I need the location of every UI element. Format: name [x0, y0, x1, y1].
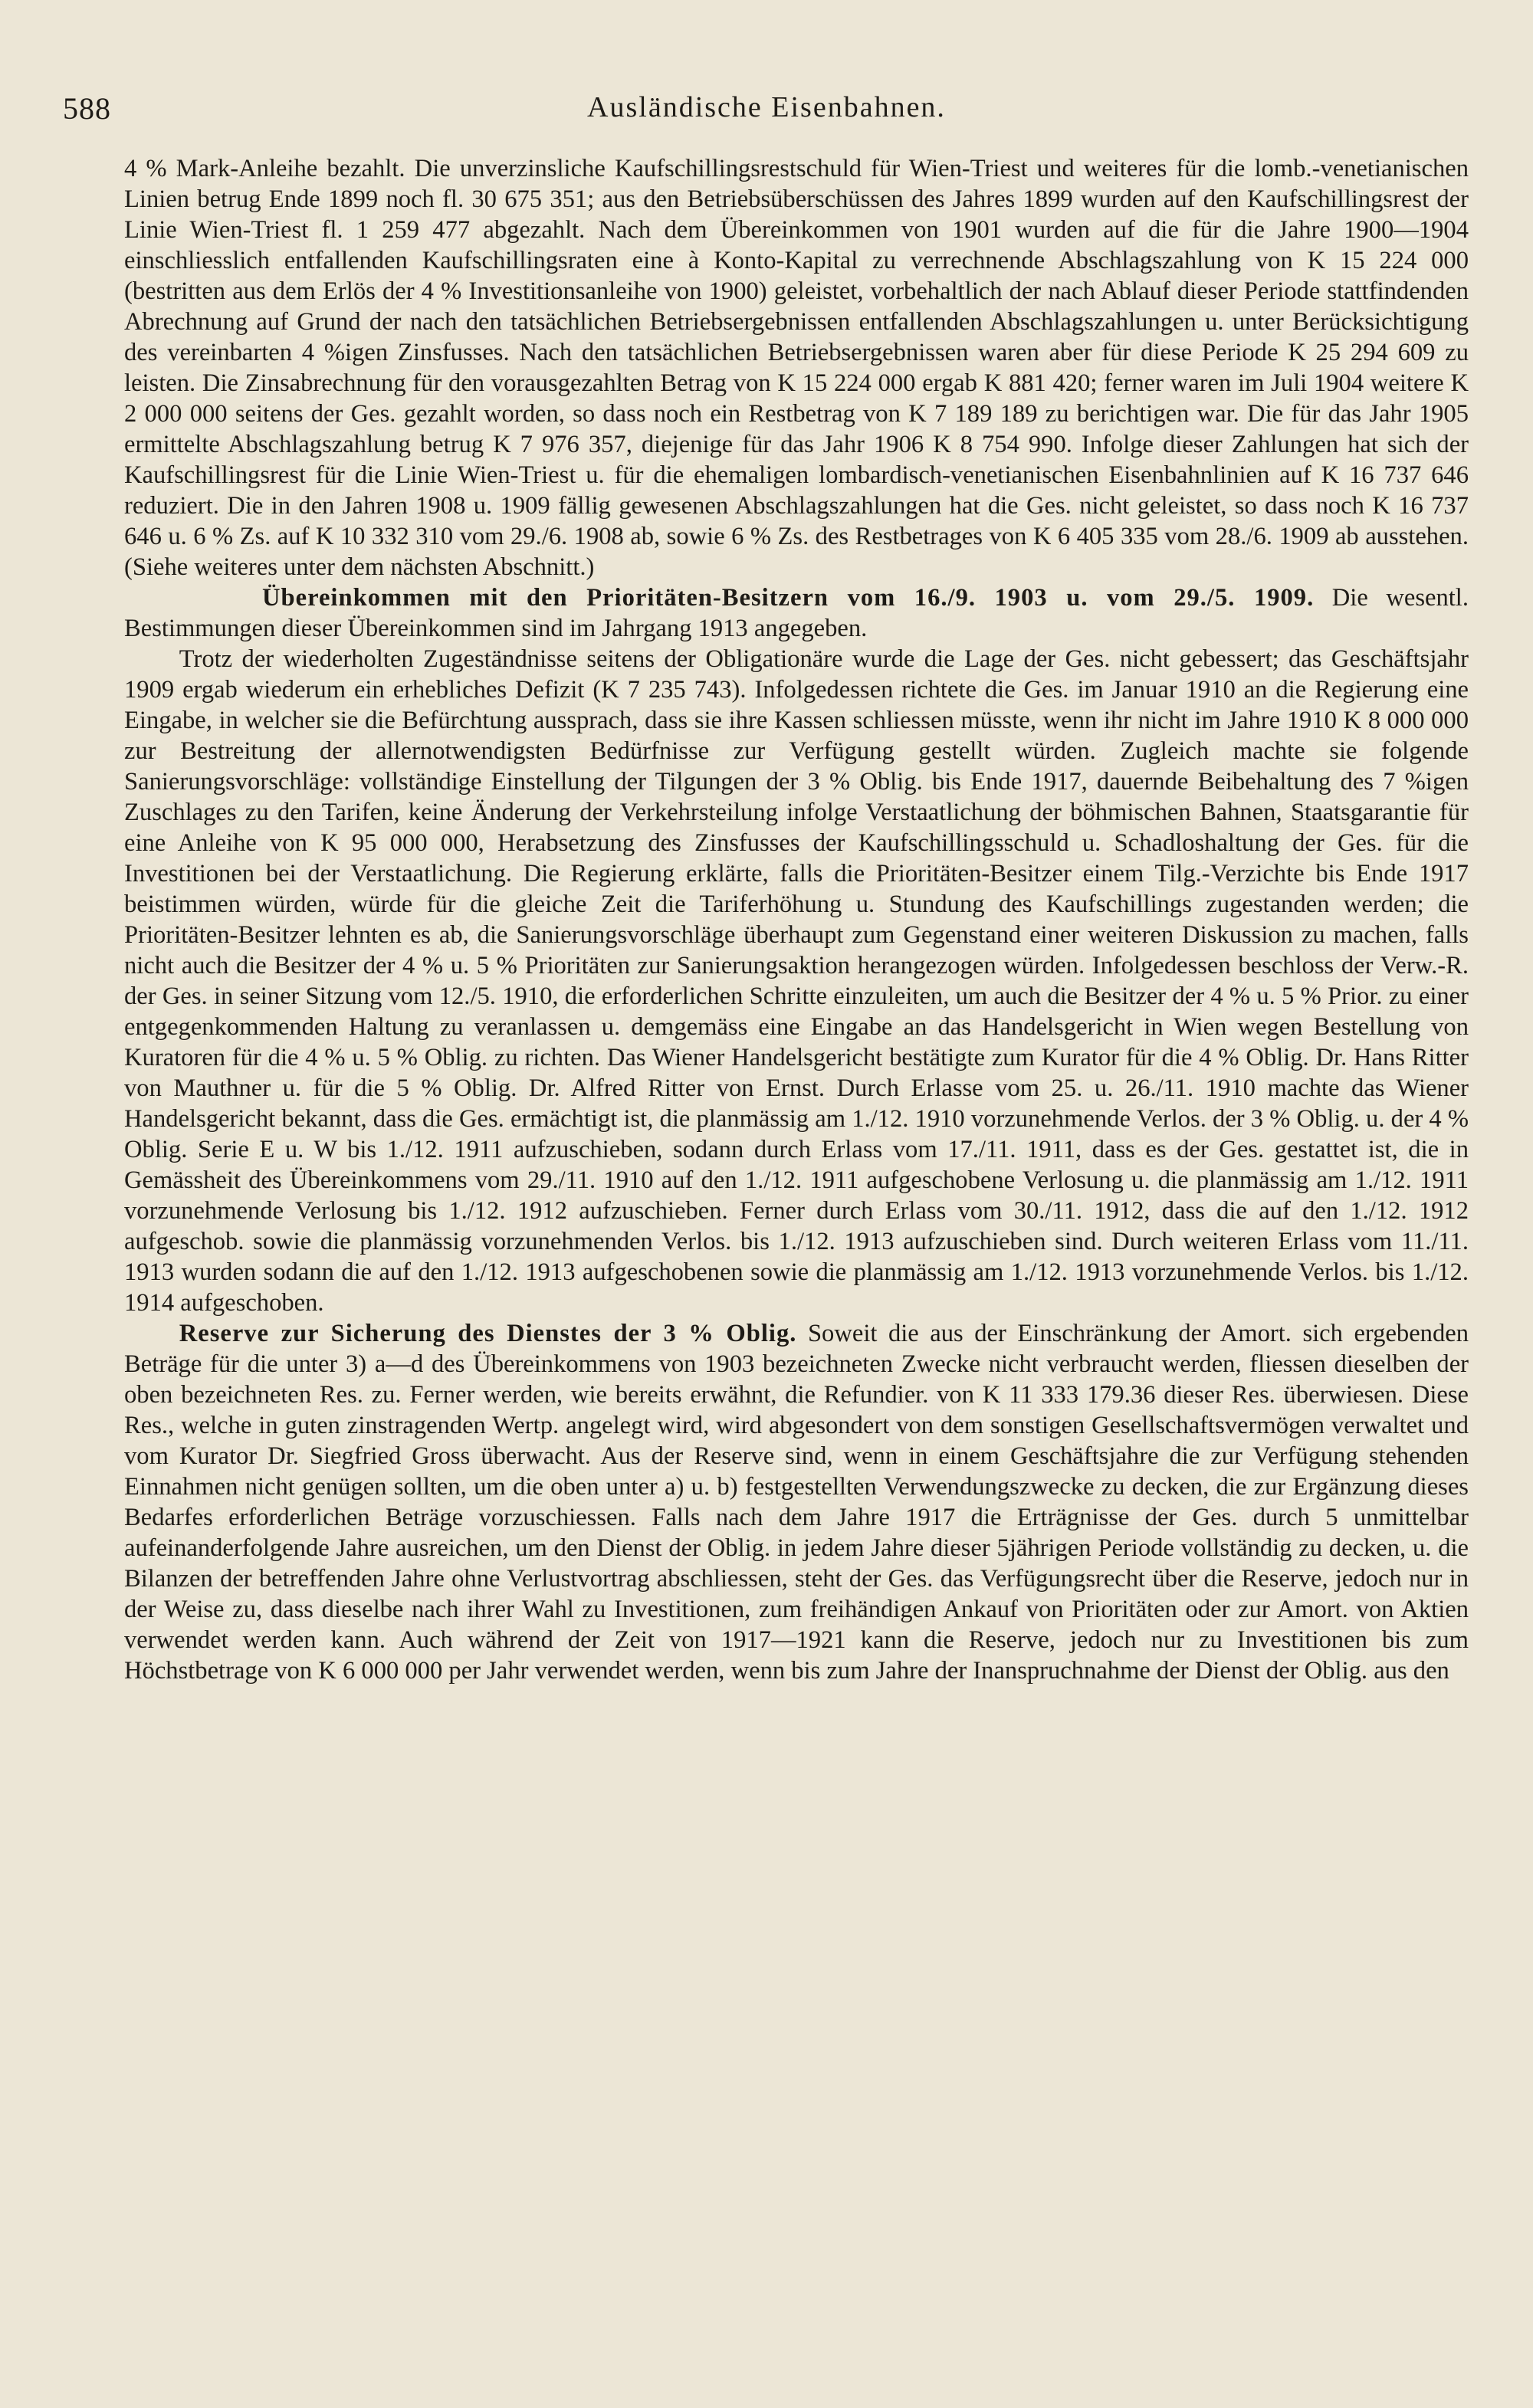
section-heading-reserve: Reserve zur Sicherung des Dienstes der 3 % Oblig.	[179, 1320, 797, 1347]
paragraph-uebereinkommen	[124, 582, 1469, 644]
paragraph-uebereinkommen-text: Die wesentl. Bestimmungen dieser Übereinkommen sind im Jahrgang 1913 angegeben.	[124, 584, 1469, 642]
running-title: Ausländische Eisenbahnen.	[587, 91, 946, 123]
section-heading-uebereinkommen: Übereinkommen mit den Prioritäten-Besitzern vom 16./9. 1903 u. vom 29./5. 1909.	[262, 584, 1315, 612]
paragraph-reserve-text: Soweit die aus der Einschränkung der Amort. sich ergebenden Beträge für die unter 3) a—d des Übereinkommens von 1903 bezeichneten Zwecke nicht verbraucht werden, fliessen dieselben der oben bezeichneten Res. zu. Ferner werden, wie bereits erwähnt, die Refundier. von K 11 333 179.36 dieser Res. überwiesen. Diese Res., welche in guten zinstragenden Wertp. angelegt wird, wird abgesondert von dem sonstigen Gesellschaftsvermögen verwaltet und vom Kurator Dr. Siegfried Gross überwacht. Aus der Reserve sind, wenn in einem Geschäftsjahre die zur Verfügung stehenden Einnahmen nicht genügen sollten, um die oben unter a) u. b) festgestellten Verwendungszwecke zu decken, die zur Ergänzung dieses Bedarfes erforderlichen Beträge vorzuschiessen. Falls nach dem Jahre 1917 die Erträgnisse der Ges. durch 5 unmittelbar aufeinanderfolgende Jahre ausreichen, um den Dienst der Oblig. in jedem Jahre dieser 5jährigen Periode vollständig zu decken, u. die Bilanzen der betreffenden Jahre ohne Verlustvortrag abschliessen, steht der Ges. das Verfügungsrecht über die Reserve, jedoch nur in der Weise zu, dass dieselbe nach ihrer Wahl zu Investitionen, zum freihändigen Ankauf von Prioritäten oder zur Amort. von Aktien verwendet werden kann. Auch während der Zeit von 1917—1921 kann die Reserve, jedoch nur zu Investitionen bis zum Höchstbetrage von K 6 000 000 per Jahr verwendet werden, wenn bis zum Jahre der Inanspruchnahme der Dienst der Oblig. aus den	[124, 1320, 1469, 1685]
page-number: 588	[63, 91, 111, 126]
paragraph-sanierung: Trotz der wiederholten Zugeständnisse seitens der Obligationäre wurde die Lage der Ges. nicht gebessert; das Geschäftsjahr 1909 ergab wiederum ein erhebliches Defizit (K 7 235 743). Infolgedessen richtete die Ges. im Januar 1910 an die Regierung eine Eingabe, in welcher sie die Befürchtung aussprach, dass sie ihre Kassen schliessen müsste, wenn ihr nicht im Jahre 1910 K 8 000 000 zur Bestreitung der allernotwendigsten Bedürfnisse zur Verfügung gestellt würden. Zugleich machte sie folgende Sanierungsvorschläge: vollständige Einstellung der Tilgungen der 3 % Oblig. bis Ende 1917, dauernde Beibehaltung des 7 %igen Zuschlages zu den Tarifen, keine Änderung der Verkehrsteilung infolge Verstaatlichung der böhmischen Bahnen, Staatsgarantie für eine Anleihe von K 95 000 000, Herabsetzung des Zinsfusses der Kaufschillingsschuld u. Schadloshaltung der Ges. für die Investitionen bei der Verstaatlichung. Die Regierung erklärte, falls die Prioritäten-Besitzer einem Tilg.-Verzichte bis Ende 1917 beistimmen würden, würde für die gleiche Zeit die Tariferhöhung u. Stundung des Kaufschillings zugestanden werden; die Prioritäten-Besitzer lehnten es ab, die Sanierungsvorschläge überhaupt zum Gegenstand einer weiteren Diskussion zu machen, falls nicht auch die Besitzer der 4 % u. 5 % Prioritäten zur Sanierungsaktion herangezogen würden. Infolgedessen beschloss der Verw.-R. der Ges. in seiner Sitzung vom 12./5. 1910, die erforderlichen Schritte einzuleiten, um auch die Besitzer der 4 % u. 5 % Prior. zu einer entgegenkommenden Haltung zu veranlassen u. demgemäss eine Eingabe an das Handelsgericht in Wien wegen Bestellung von Kuratoren für die 4 % u. 5 % Oblig. zu richten. Das Wiener Handelsgericht bestätigte zum Kurator für die 4 % Oblig. Dr. Hans Ritter von Mauthner u. für die 5 % Oblig. Dr. Alfred Ritter von Ernst. Durch Erlasse vom 25. u. 26./11. 1910 machte das Wiener Handelsgericht bekannt, dass die Ges. ermächtigt ist, die planmässig am 1./12. 1910 vorzunehmende Verlos. der 3 % Oblig. u. der 4 % Oblig. Serie E u. W bis 1./12. 1911 aufzuschieben, sodann durch Erlass vom 17./11. 1911, dass es der Ges. gestattet ist, die in Gemässheit des Übereinkommens vom 29./11. 1910 auf den 1./12. 1911 aufgeschobene Verlosung u. die planmässig am 1./12. 1911 vorzunehmende Verlosung bis 1./12. 1912 aufzuschieben. Ferner durch Erlass vom 30./11. 1912, dass die auf den 1./12. 1912 aufgeschob. sowie die planmässig vorzunehmenden Verlos. bis 1./12. 1913 aufzuschieben sind. Durch weiteren Erlass vom 11./11. 1913 wurden sodann die auf den 1./12. 1913 aufgeschobenen sowie die planmässig am 1./12. 1913 vorzunehmende Verlos. bis 1./12. 1914 aufgeschoben.	[124, 645, 1469, 1317]
paragraph-reserve	[124, 1318, 1469, 1686]
main-text	[124, 153, 1469, 1686]
paragraph-kaufschilling: 4 % Mark-Anleihe bezahlt. Die unverzinsliche Kaufschillingsrestschuld für Wien-Triest und weiteres für die lomb.-venetianischen Linien betrug Ende 1899 noch fl. 30 675 351; aus den Betriebsüberschüssen des Jahres 1899 wurden auf den Kaufschillingsrest der Linie Wien-Triest fl. 1 259 477 abgezahlt. Nach dem Übereinkommen von 1901 wurden auf die für die Jahre 1900—1904 einschliesslich entfallenden Kaufschillingsraten eine à Konto-Kapital zu verrechnende Abschlagszahlung von K 15 224 000 (bestritten aus dem Erlös der 4 % Investitionsanleihe von 1900) geleistet, vorbehaltlich der nach Ablauf dieser Periode stattfindenden Abrechnung auf Grund der nach den tatsächlichen Betriebsergebnissen entfallenden Abschlagszahlungen u. unter Berücksichtigung des vereinbarten 4 %igen Zinsfusses. Nach den tatsächlichen Betriebsergebnissen waren aber für diese Periode K 25 294 609 zu leisten. Die Zinsabrechnung für den vorausgezahlten Betrag von K 15 224 000 ergab K 881 420; ferner waren im Juli 1904 weitere K 2 000 000 seitens der Ges. gezahlt worden, so dass noch ein Restbetrag von K 7 189 189 zu berichtigen war. Die für das Jahr 1905 ermittelte Abschlagszahlung betrug K 7 976 357, diejenige für das Jahr 1906 K 8 754 990. Infolge dieser Zahlungen hat sich der Kaufschillingsrest für die Linie Wien-Triest u. für die ehemaligen lombardisch-venetianischen Eisenbahnlinien auf K 16 737 646 reduziert. Die in den Jahren 1908 u. 1909 fällig gewesenen Abschlagszahlungen hat die Ges. nicht geleistet, so dass noch K 16 737 646 u. 6 % Zs. auf K 10 332 310 vom 29./6. 1908 ab, sowie 6 % Zs. des Restbetrages von K 6 405 335 vom 28./6. 1909 ab ausstehen. (Siehe weiteres unter dem nächsten Abschnitt.)	[124, 155, 1469, 581]
